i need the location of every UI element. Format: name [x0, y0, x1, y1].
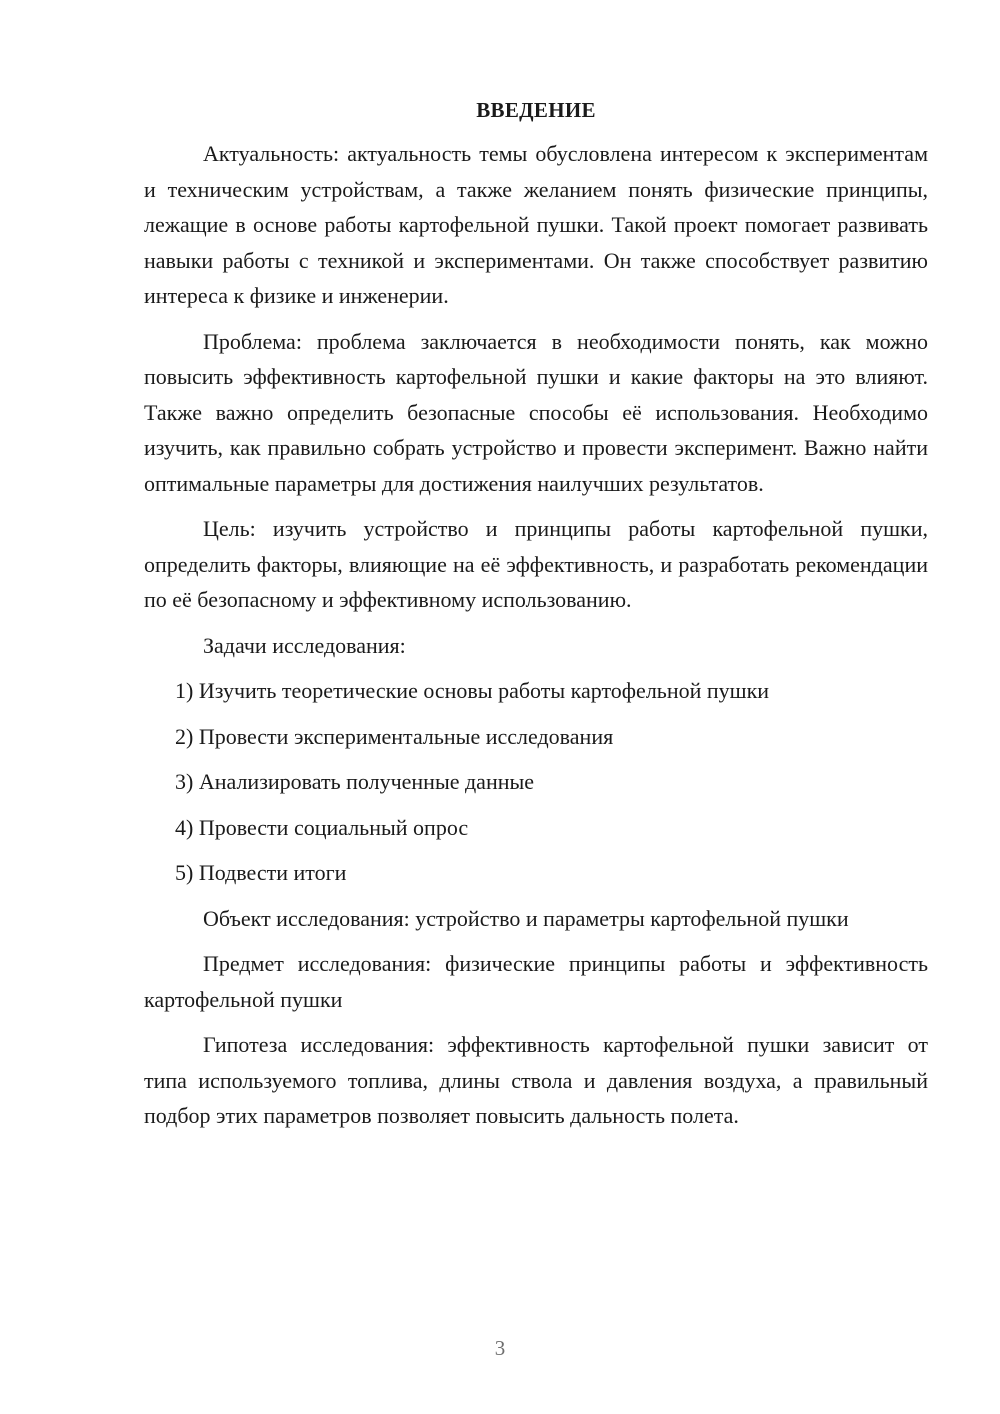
tasks-list: [144, 673, 928, 891]
hypothesis-paragraph: Гипотеза исследования: эффективность картофельной пушки зависит от типа используемого топлива, длины ствола и давления воздуха, а правильный подбор этих параметров позволяет повысить дальность полета.: [144, 1032, 928, 1128]
list-item: 4) Провести социальный опрос: [175, 814, 469, 840]
goal-paragraph: Цель: изучить устройство и принципы работы картофельной пушки, определить факторы, влияющие на её эффективность, и разработать рекомендации по её безопасному и эффективному использованию.: [144, 516, 928, 612]
page-number: 3: [494, 1336, 506, 1360]
list-item: 2) Провести экспериментальные исследования: [175, 723, 614, 749]
list-item: 1) Изучить теоретические основы работы картофельной пушки: [175, 678, 770, 703]
page-content: [144, 95, 928, 1144]
tasks-title: Задачи исследования:: [203, 632, 406, 658]
list-item: 3) Анализировать полученные данные: [175, 769, 535, 794]
section-heading: ВВЕДЕНИЕ: [476, 98, 596, 122]
list-item: 5) Подвести итоги: [175, 860, 347, 885]
problem-paragraph: Проблема: проблема заключается в необходимости понять, как можно повысить эффективность картофельной пушки и какие факторы на это влияют. Также важно определить безопасные способы её использования. Необходимо изучить, как правильно собрать устройство и провести эксперимент. Важно найти оптимальные параметры для достижения наилучших результатов.: [144, 328, 928, 496]
relevance-paragraph: Актуальность: актуальность темы обусловлена интересом к экспериментам и техническим устройствам, а также желанием понять физические принципы, лежащие в основе работы картофельной пушки. Такой проект помогает развивать навыки работы с техникой и экспериментами. Он также способствует развитию интереса к физике и инженерии.: [144, 141, 928, 308]
subject-paragraph: Предмет исследования: физические принципы работы и эффективность картофельной пушки: [144, 951, 928, 1012]
object-paragraph: Объект исследования: устройство и параметры картофельной пушки: [203, 905, 849, 931]
